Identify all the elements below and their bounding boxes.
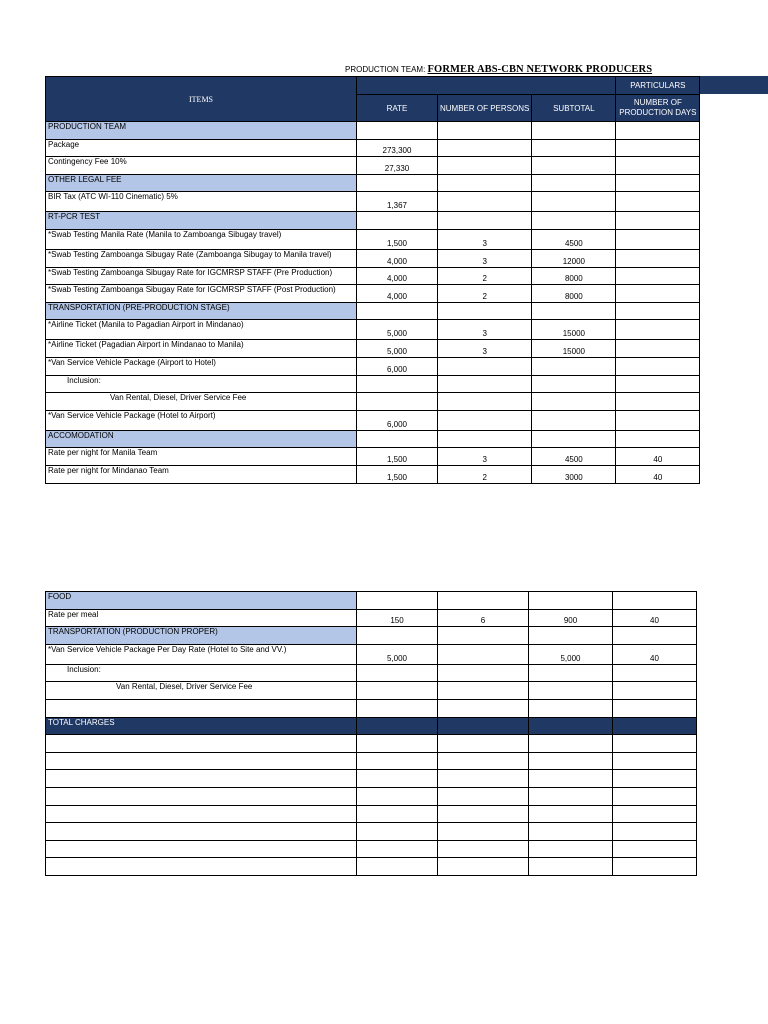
- item-cell: Van Rental, Diesel, Driver Service Fee: [46, 393, 357, 411]
- subtotal-cell: [529, 664, 613, 682]
- days-cell: [616, 212, 700, 230]
- days-cell: [616, 340, 700, 358]
- table-row: [46, 770, 697, 788]
- days-cell: 40: [616, 448, 700, 466]
- item-cell: Package: [46, 139, 357, 157]
- item-cell: [46, 752, 357, 770]
- days-cell: 40: [613, 644, 697, 664]
- item-cell: [46, 858, 357, 876]
- rate-cell: 1,500: [357, 448, 438, 466]
- item-cell: Rate per night for Mindanao Team: [46, 465, 357, 483]
- days-cell: [616, 393, 700, 411]
- rate-cell: [357, 302, 438, 320]
- days-cell: [616, 430, 700, 448]
- subtotal-cell: [532, 393, 616, 411]
- item-cell: *Swab Testing Zamboanga Sibugay Rate for IGCMRSP STAFF (Pre Production): [46, 267, 357, 285]
- persons-cell: [438, 805, 529, 823]
- subtotal-cell: [529, 592, 613, 610]
- days-cell: [613, 664, 697, 682]
- persons-cell: [438, 823, 529, 841]
- persons-cell: [438, 410, 532, 430]
- persons-cell: [438, 139, 532, 157]
- table-row: [46, 805, 697, 823]
- persons-cell: 3: [438, 320, 532, 340]
- persons-cell: 2: [438, 267, 532, 285]
- table-row: [46, 644, 697, 664]
- item-cell: *Van Service Vehicle Package (Hotel to Airport): [46, 410, 357, 430]
- rate-cell: [357, 664, 438, 682]
- subtotal-cell: 4500: [532, 448, 616, 466]
- persons-cell: [438, 212, 532, 230]
- persons-cell: [438, 735, 529, 753]
- table-row: [46, 609, 697, 627]
- days-cell: [613, 805, 697, 823]
- subtotal-cell: 900: [529, 609, 613, 627]
- item-cell: ACCOMODATION: [46, 430, 357, 448]
- subtotal-cell: [532, 375, 616, 393]
- days-cell: [616, 302, 700, 320]
- table-row: [46, 787, 697, 805]
- days-cell: [616, 139, 700, 157]
- rate-cell: 150: [357, 609, 438, 627]
- days-cell: [616, 192, 700, 212]
- table-row: [46, 139, 700, 157]
- persons-cell: [438, 393, 532, 411]
- persons-cell: 3: [438, 448, 532, 466]
- rate-cell: [357, 770, 438, 788]
- days-cell: 40: [616, 465, 700, 483]
- table-row: [46, 285, 700, 303]
- subtotal-cell: 15000: [532, 320, 616, 340]
- item-cell: [46, 735, 357, 753]
- item-cell: Rate per meal: [46, 609, 357, 627]
- total-row: [46, 717, 697, 735]
- persons-cell: 6: [438, 609, 529, 627]
- subtotal-cell: [529, 735, 613, 753]
- subtotal-cell: 5,000: [529, 644, 613, 664]
- rate-cell: 1,367: [357, 192, 438, 212]
- category-row: [46, 212, 700, 230]
- subtotal-cell: [532, 139, 616, 157]
- subtotal-cell: [529, 805, 613, 823]
- title-label: PRODUCTION TEAM:: [345, 65, 426, 74]
- category-row: [46, 174, 700, 192]
- item-cell: TRANSPORTATION (PRE-PRODUCTION STAGE): [46, 302, 357, 320]
- rate-cell: 6,000: [357, 410, 438, 430]
- item-cell: [46, 699, 357, 717]
- rate-cell: [357, 735, 438, 753]
- persons-cell: [438, 664, 529, 682]
- rate-cell: 4,000: [357, 249, 438, 267]
- persons-cell: [438, 770, 529, 788]
- days-cell: 40: [613, 609, 697, 627]
- rate-cell: [357, 174, 438, 192]
- subtotal-cell: [529, 858, 613, 876]
- table-row: [46, 375, 700, 393]
- rate-cell: 1,500: [357, 465, 438, 483]
- subtotal-cell: [529, 787, 613, 805]
- days-cell: [616, 122, 700, 140]
- table-row: [46, 410, 700, 430]
- table-row: [46, 357, 700, 375]
- persons-cell: 3: [438, 229, 532, 249]
- table-row: [46, 699, 697, 717]
- rate-cell: 5,000: [357, 340, 438, 358]
- table-row: [46, 229, 700, 249]
- rate-header: RATE: [357, 95, 438, 122]
- subtotal-cell: [532, 212, 616, 230]
- table-row: [46, 664, 697, 682]
- rate-cell: [357, 627, 438, 645]
- team-name: FORMER ABS-CBN NETWORK PRODUCERS: [427, 64, 653, 75]
- rate-cell: [357, 858, 438, 876]
- item-cell: Contingency Fee 10%: [46, 157, 357, 175]
- rate-cell: [357, 787, 438, 805]
- table-row: [46, 157, 700, 175]
- days-cell: [613, 627, 697, 645]
- persons-cell: [438, 858, 529, 876]
- table-row: [46, 249, 700, 267]
- table-row: [46, 267, 700, 285]
- table-row: [46, 735, 697, 753]
- category-row: [46, 302, 700, 320]
- table-row: [46, 320, 700, 340]
- subtotal-cell: [529, 682, 613, 700]
- subtotal-cell: [529, 840, 613, 858]
- rate-cell: [357, 752, 438, 770]
- item-cell: *Van Service Vehicle Package Per Day Rate (Hotel to Site and VV.): [46, 644, 357, 664]
- rate-cell: [357, 805, 438, 823]
- rate-cell: [357, 840, 438, 858]
- item-cell: Inclusion:: [46, 375, 357, 393]
- subtotal-cell: [532, 174, 616, 192]
- days-cell: [613, 823, 697, 841]
- persons-cell: [438, 192, 532, 212]
- days-cell: [616, 357, 700, 375]
- item-cell: *Airline Ticket (Manila to Pagadian Airport in Mindanao): [46, 320, 357, 340]
- persons-cell: [438, 699, 529, 717]
- item-cell: PRODUCTION TEAM: [46, 122, 357, 140]
- table-row: [46, 752, 697, 770]
- persons-cell: [438, 157, 532, 175]
- category-row: [46, 592, 697, 610]
- days-cell: [616, 375, 700, 393]
- item-cell: TRANSPORTATION (PRODUCTION PROPER): [46, 627, 357, 645]
- item-cell: *Airline Ticket (Pagadian Airport in Mindanao to Manila): [46, 340, 357, 358]
- item-cell: [46, 787, 357, 805]
- item-cell: BIR Tax (ATC WI-110 Cinematic) 5%: [46, 192, 357, 212]
- item-cell: Rate per night for Manila Team: [46, 448, 357, 466]
- table-row: [46, 465, 700, 483]
- item-cell: [46, 840, 357, 858]
- particulars-header: PARTICULARS: [616, 77, 700, 95]
- item-cell: FOOD: [46, 592, 357, 610]
- rate-cell: 5,000: [357, 320, 438, 340]
- persons-cell: [438, 682, 529, 700]
- days-cell: [613, 858, 697, 876]
- table-row: [46, 340, 700, 358]
- persons-cell: [438, 430, 532, 448]
- rate-cell: [357, 592, 438, 610]
- subtotal-cell: [532, 157, 616, 175]
- header-extension-bar: [698, 76, 768, 94]
- item-cell: RT-PCR TEST: [46, 212, 357, 230]
- table-row: [46, 823, 697, 841]
- persons-cell: [438, 644, 529, 664]
- rate-cell: [357, 823, 438, 841]
- days-cell: [613, 717, 697, 735]
- item-cell: TOTAL CHARGES: [46, 717, 357, 735]
- budget-table-upper: [45, 76, 700, 484]
- subtotal-header: SUBTOTAL: [532, 95, 616, 122]
- persons-cell: 3: [438, 249, 532, 267]
- subtotal-cell: [529, 627, 613, 645]
- subtotal-cell: [529, 699, 613, 717]
- days-header: NUMBER OF PRODUCTION DAYS: [616, 95, 700, 122]
- subtotal-cell: 4500: [532, 229, 616, 249]
- rate-cell: 4,000: [357, 285, 438, 303]
- rate-cell: [357, 375, 438, 393]
- item-cell: [46, 770, 357, 788]
- rate-cell: 4,000: [357, 267, 438, 285]
- rate-cell: 5,000: [357, 644, 438, 664]
- persons-cell: [438, 627, 529, 645]
- rate-cell: [357, 212, 438, 230]
- days-cell: [613, 840, 697, 858]
- days-cell: [616, 229, 700, 249]
- persons-cell: 2: [438, 285, 532, 303]
- category-row: [46, 122, 700, 140]
- persons-cell: [438, 717, 529, 735]
- subtotal-cell: [532, 410, 616, 430]
- rate-cell: 27,330: [357, 157, 438, 175]
- table-row: [46, 448, 700, 466]
- item-cell: *Swab Testing Manila Rate (Manila to Zamboanga Sibugay travel): [46, 229, 357, 249]
- subtotal-cell: [529, 717, 613, 735]
- days-cell: [616, 174, 700, 192]
- days-cell: [616, 285, 700, 303]
- item-cell: *Swab Testing Zamboanga Sibugay Rate (Zamboanga Sibugay to Manila travel): [46, 249, 357, 267]
- days-cell: [616, 320, 700, 340]
- subtotal-cell: [529, 823, 613, 841]
- days-cell: [613, 592, 697, 610]
- item-cell: *Swab Testing Zamboanga Sibugay Rate for IGCMRSP STAFF (Post Production): [46, 285, 357, 303]
- rate-cell: 1,500: [357, 229, 438, 249]
- item-cell: Van Rental, Diesel, Driver Service Fee: [46, 682, 357, 700]
- items-header: ITEMS: [46, 77, 357, 122]
- persons-cell: [438, 840, 529, 858]
- subtotal-cell: [529, 752, 613, 770]
- days-cell: [613, 770, 697, 788]
- persons-cell: [438, 752, 529, 770]
- days-cell: [616, 249, 700, 267]
- days-cell: [613, 752, 697, 770]
- category-row: [46, 430, 700, 448]
- persons-cell: [438, 122, 532, 140]
- subtotal-cell: [532, 357, 616, 375]
- subtotal-cell: 12000: [532, 249, 616, 267]
- rate-cell: 6,000: [357, 357, 438, 375]
- subtotal-cell: 8000: [532, 267, 616, 285]
- category-row: [46, 627, 697, 645]
- subtotal-cell: 3000: [532, 465, 616, 483]
- table-row: [46, 858, 697, 876]
- table-row: [46, 682, 697, 700]
- days-cell: [613, 682, 697, 700]
- rate-cell: [357, 682, 438, 700]
- rate-cell: [357, 393, 438, 411]
- document-title: [345, 64, 652, 75]
- subtotal-cell: [532, 192, 616, 212]
- budget-table-lower: [45, 591, 697, 876]
- persons-cell: 3: [438, 340, 532, 358]
- rate-cell: [357, 699, 438, 717]
- item-cell: [46, 823, 357, 841]
- persons-header: NUMBER OF PERSONS: [438, 95, 532, 122]
- days-cell: [616, 267, 700, 285]
- subtotal-cell: [529, 770, 613, 788]
- subtotal-cell: [532, 122, 616, 140]
- persons-cell: [438, 592, 529, 610]
- rate-cell: [357, 122, 438, 140]
- header-blank: [357, 77, 616, 95]
- item-cell: Inclusion:: [46, 664, 357, 682]
- table-row: [46, 840, 697, 858]
- persons-cell: [438, 375, 532, 393]
- days-cell: [616, 410, 700, 430]
- item-cell: [46, 805, 357, 823]
- table-row: [46, 393, 700, 411]
- persons-cell: [438, 302, 532, 320]
- subtotal-cell: [532, 302, 616, 320]
- days-cell: [613, 699, 697, 717]
- rate-cell: [357, 430, 438, 448]
- table-row: [46, 192, 700, 212]
- subtotal-cell: 8000: [532, 285, 616, 303]
- persons-cell: [438, 174, 532, 192]
- rate-cell: [357, 717, 438, 735]
- rate-cell: 273,300: [357, 139, 438, 157]
- persons-cell: [438, 787, 529, 805]
- subtotal-cell: [532, 430, 616, 448]
- days-cell: [613, 735, 697, 753]
- days-cell: [613, 787, 697, 805]
- subtotal-cell: 15000: [532, 340, 616, 358]
- persons-cell: [438, 357, 532, 375]
- item-cell: *Van Service Vehicle Package (Airport to Hotel): [46, 357, 357, 375]
- item-cell: OTHER LEGAL FEE: [46, 174, 357, 192]
- days-cell: [616, 157, 700, 175]
- persons-cell: 2: [438, 465, 532, 483]
